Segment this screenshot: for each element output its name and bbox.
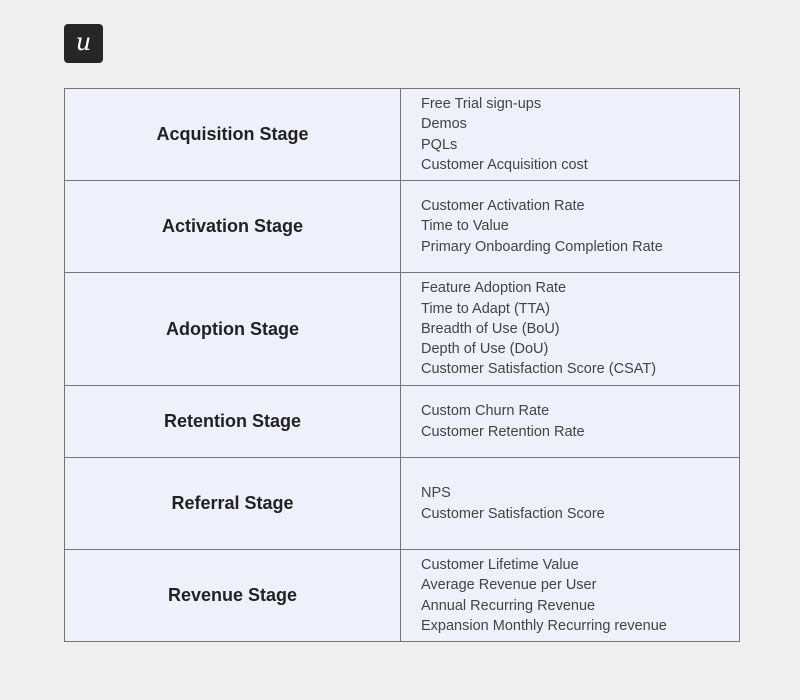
stage-metrics [401,386,740,458]
table-row [65,550,740,642]
metric-item: Custom Churn Rate [421,403,550,420]
stage-name: Adoption Stage [65,273,401,386]
metric-item: Customer Lifetime Value [421,556,579,573]
stage-name: Activation Stage [65,181,401,273]
metric-item: Demos [421,116,467,133]
metric-item: Customer Satisfaction Score [421,505,605,522]
metric-item: Annual Recurring Revenue [421,597,596,614]
stage-metrics [401,550,740,642]
metric-item: Time to Value [421,218,509,235]
logo-letter: u [75,28,92,56]
metric-item: Customer Activation Rate [421,198,585,215]
stage-name: Acquisition Stage [65,89,401,181]
metric-item: NPS [421,485,451,502]
metric-item: Feature Adoption Rate [421,280,567,297]
table-row [65,458,740,550]
metric-item: Customer Retention Rate [421,423,585,440]
stage-metrics [401,273,740,386]
metric-item: Free Trial sign-ups [421,95,542,112]
metric-item: Primary Onboarding Completion Rate [421,238,663,255]
stage-name: Referral Stage [65,458,401,550]
metric-item: PQLs [421,136,458,153]
table-row [65,386,740,458]
metric-item: Customer Satisfaction Score (CSAT) [421,361,657,378]
metric-item: Customer Acquisition cost [421,156,588,173]
stage-metrics [401,458,740,550]
metric-item: Time to Adapt (TTA) [421,300,550,317]
stage-name: Retention Stage [65,386,401,458]
funnel-metrics-table [64,88,740,642]
metric-item: Expansion Monthly Recurring revenue [421,617,667,634]
metric-item: Breadth of Use (BoU) [421,320,560,337]
table-row [65,181,740,273]
stage-name: Revenue Stage [65,550,401,642]
metric-item: Average Revenue per User [421,577,597,594]
metric-item: Depth of Use (DoU) [421,341,549,358]
table-row [65,89,740,181]
stage-metrics [401,181,740,273]
userpilot-logo [64,24,103,63]
table-row [65,273,740,386]
stage-metrics [401,89,740,181]
